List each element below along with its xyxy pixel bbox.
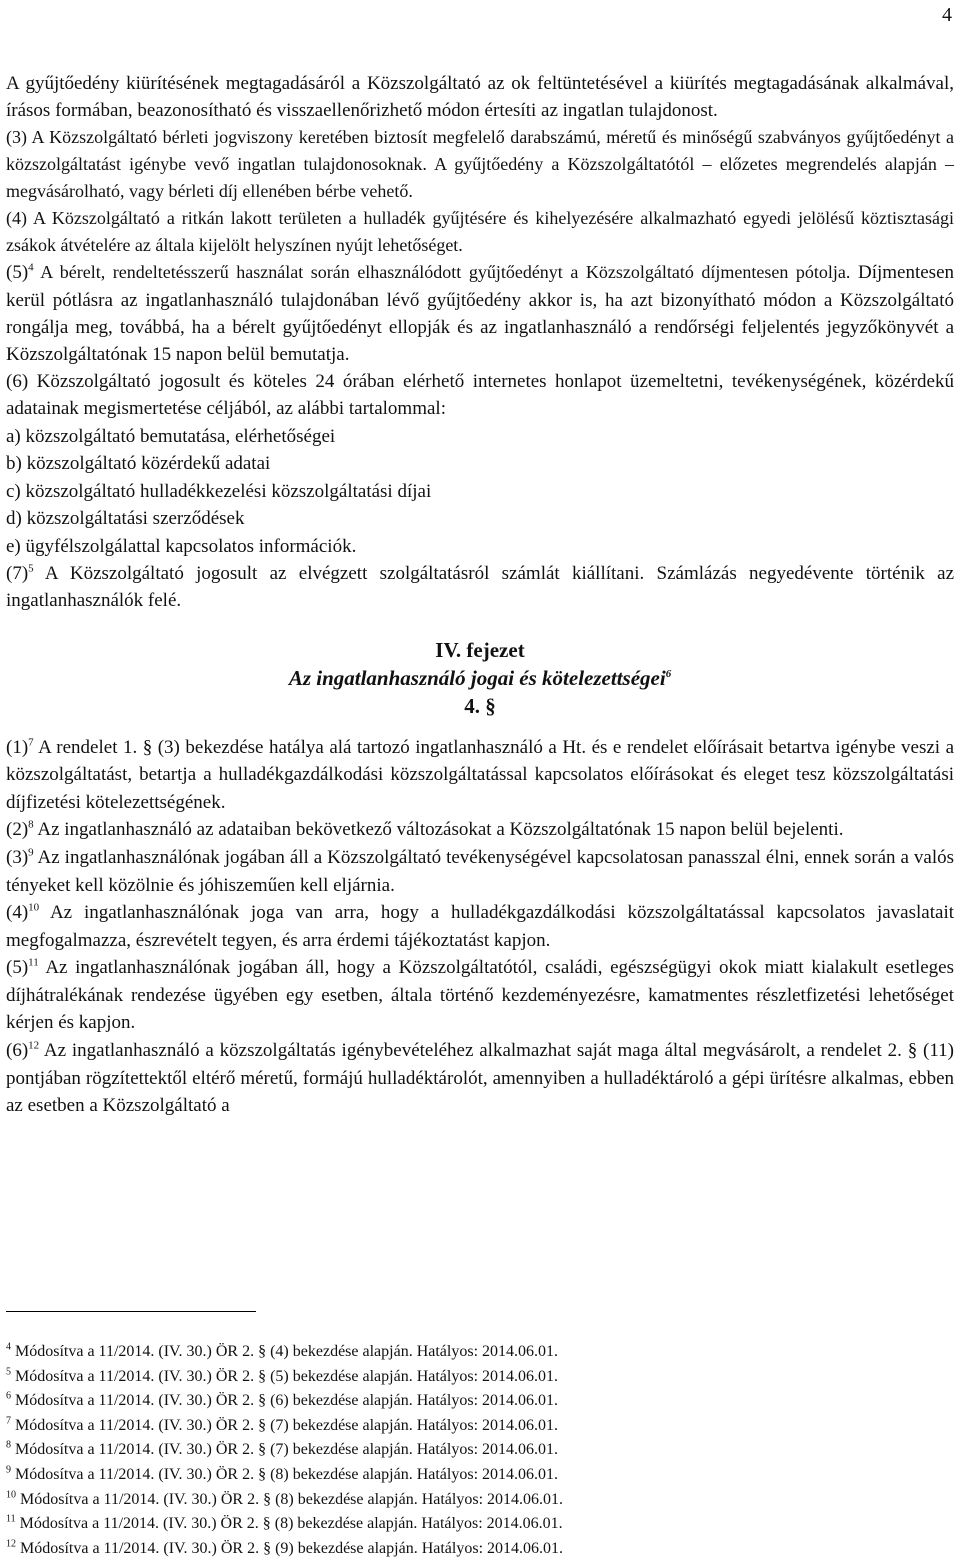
- footnote: [6, 1414, 906, 1439]
- paragraph-5-replacement: [6, 259, 954, 368]
- footnote: [6, 1389, 906, 1414]
- footnote-ref-6: 6: [665, 667, 672, 680]
- paragraph-5-text-b: Díjmentesen kerül pótlásra az ingatlanhasználó tulajdonában lévő gyűjtőedény akkor is, ha azt bizonyítható módon a Közszolgáltató rongálja meg, továbbá, ha a bérelt gyűjtőedényt ellopják és az ingatlanhasználó a rendőrségi feljelentés jegyzőkönyvét a Közszolgáltatónak 15 napon belül bemutatja.: [6, 262, 954, 366]
- list-item: d) közszolgáltatási szerződések: [6, 508, 245, 530]
- page-number: 4: [942, 4, 952, 26]
- list-item: a) közszolgáltató bemutatása, elérhetőségei: [6, 425, 336, 447]
- section-paragraph: [6, 899, 954, 954]
- footnote-number: 12: [6, 1538, 16, 1550]
- footnote-ref-9: 9: [28, 846, 34, 859]
- section-paragraph-prefix: (2): [6, 819, 29, 841]
- section-paragraph-text: A rendelet 1. § (3) bekezdése hatálya alá tartozó ingatlanhasználó a Ht. és e rendelet előírásait betartva igénybe veszi a közszolgáltatást, betartja a hulladékgazdálkodási közszolgáltatással kapcsolatos előírásokat és eleget tesz közszolgáltatási díjfizetési kötelezettségének.: [6, 736, 954, 813]
- chapter-heading: [6, 637, 954, 720]
- footnote: [6, 1537, 906, 1561]
- section-4-paragraphs: [6, 734, 954, 1120]
- paragraph-7-prefix: (7): [6, 563, 29, 585]
- footnote-text: Módosítva a 11/2014. (IV. 30.) ÖR 2. § (8) bekezdése alapján. Hatályos: 2014.06.01.: [16, 1490, 564, 1508]
- footnote: [6, 1365, 906, 1390]
- list-item: b) közszolgáltató közérdekű adatai: [6, 453, 271, 475]
- footnote-ref-12: 12: [28, 1039, 40, 1052]
- list-item: c) közszolgáltató hulladékkezelési közszolgáltatási díjai: [6, 480, 432, 502]
- footnote-text: Módosítva a 11/2014. (IV. 30.) ÖR 2. § (5) bekezdése alapján. Hatályos: 2014.06.01.: [11, 1367, 559, 1385]
- footnote-number: 6: [6, 1390, 11, 1402]
- footnote-text: Módosítva a 11/2014. (IV. 30.) ÖR 2. § (4) bekezdése alapján. Hatályos: 2014.06.01.: [11, 1343, 559, 1360]
- paragraph-5-text-a: A bérelt, rendeltetésszerű használat során elhasználódott gyűjtőedényt a Közszolgáltató díjmentesen pótolja.: [33, 262, 858, 283]
- paragraph-3-container-rental: (3) A Közszolgáltató bérleti jogviszony keretében biztosít megfelelő darabszámú, méretű és minőségű szabványos gyűjtőedényt a közszolgáltatást igénybe vevő ingatlan tulajdonosoknak. A gyűjtőedény a Közszolgáltatótól – előzetes megrendelés alapján – megvásárolható, vagy bérleti díj ellenében bérbe vehető.: [6, 127, 954, 202]
- footnotes: [6, 1340, 906, 1561]
- section-paragraph-prefix: (3): [6, 846, 29, 868]
- section-paragraph: [6, 816, 954, 844]
- section-paragraph-prefix: (4): [6, 902, 29, 924]
- section-paragraph: [6, 734, 954, 817]
- section-paragraph-prefix: (1): [6, 736, 29, 758]
- chapter-title: IV. fejezet: [435, 637, 525, 662]
- footnote-ref-11: 11: [28, 956, 39, 969]
- footnote-text: Módosítva a 11/2014. (IV. 30.) ÖR 2. § (7) bekezdése alapján. Hatályos: 2014.06.01.: [11, 1441, 559, 1459]
- footnote: [6, 1438, 906, 1463]
- footnote-number: 10: [6, 1489, 16, 1501]
- section-paragraph-prefix: (6): [6, 1040, 29, 1062]
- paragraph-4-sparse-areas: (4) A Közszolgáltató a ritkán lakott területen a hulladék gyűjtésére és kihelyezésére alkalmazható egyedi jelölésű köztisztasági zsákok átvételére az általa kijelölt helyszínen nyújt lehetőséget.: [6, 208, 954, 256]
- footnote: [6, 1488, 906, 1513]
- section-number: 4. §: [464, 693, 496, 718]
- footnote-ref-10: 10: [28, 901, 40, 914]
- footnote-text: Módosítva a 11/2014. (IV. 30.) ÖR 2. § (8) bekezdése alapján. Hatályos: 2014.06.01.: [11, 1465, 559, 1483]
- footnote-ref-7: 7: [28, 736, 34, 749]
- section-paragraph: [6, 1037, 954, 1120]
- section-paragraph-text: Az ingatlanhasználónak jogában áll a Közszolgáltató tevékenységével kapcsolatosan panasszal élni, ennek során a valós tényeket kell közölnie és jóhiszeműen kell eljárnia.: [6, 846, 954, 896]
- section-paragraph-text: Az ingatlanhasználónak joga van arra, hogy a hulladékgazdálkodási közszolgáltatással kapcsolatos javaslatait megfogalmazza, észrevételt tegyen, és arra érdemi tájékoztatást kapjon.: [6, 902, 954, 951]
- paragraph-7-invoicing: [6, 560, 954, 614]
- list-item: e) ügyfélszolgálattal kapcsolatos információk.: [6, 535, 357, 557]
- footnote: [6, 1463, 906, 1488]
- section-paragraph-text: Az ingatlanhasználónak jogában áll, hogy a Közszolgáltatótól, családi, egészségügyi okok miatt kialakult esetleges díjhátralékának rendezése ügyében egy esetben, általa történő kezdeményezésre, kamatmentes részletfizetési lehetőséget kérjen és kapjon.: [6, 957, 954, 1034]
- footnote-divider: [6, 1311, 256, 1312]
- footnote-number: 5: [6, 1366, 11, 1378]
- footnote-number: 9: [6, 1464, 11, 1476]
- paragraph-refusal-notice: A gyűjtőedény kiürítésének megtagadásáról a Közszolgáltató az ok feltüntetésével a kiürítés megtagadásának alkalmával, írásos formában, beazonosítható és visszaellenőrizhető módon értesíti az ingatlan tulajdonost.: [6, 73, 954, 122]
- paragraph-5-prefix: (5): [6, 262, 29, 284]
- section-paragraph-prefix: (5): [6, 957, 29, 979]
- footnote-number: 4: [6, 1341, 11, 1353]
- footnote-number: 8: [6, 1440, 11, 1452]
- section-paragraph-text: Az ingatlanhasználó az adataiban bekövetkező változásokat a Közszolgáltatónak 15 napon belül bejelenti.: [33, 819, 844, 841]
- footnote: [6, 1512, 906, 1537]
- footnote-number: 7: [6, 1415, 11, 1427]
- section-paragraph: [6, 844, 954, 899]
- footnote-text: Módosítva a 11/2014. (IV. 30.) ÖR 2. § (7) bekezdése alapján. Hatályos: 2014.06.01.: [11, 1416, 559, 1434]
- section-paragraph-text: Az ingatlanhasználó a közszolgáltatás igénybevételéhez alkalmazhat saját maga által megvásárolt, a rendelet 2. § (11) pontjában rögzítettektől eltérő méretű, formájú hulladéktárolót, amennyiben a hulladéktároló a gépi ürítésre alkalmas, ebben az esetben a Közszolgáltató a: [6, 1040, 954, 1117]
- footnote-ref-5: 5: [28, 562, 34, 575]
- footnote-text: Módosítva a 11/2014. (IV. 30.) ÖR 2. § (9) bekezdése alapján. Hatályos: 2014.06.01.: [16, 1539, 564, 1557]
- footnote-number: 11: [6, 1513, 16, 1525]
- paragraph-7-text: A Közszolgáltató jogosult az elvégzett szolgáltatásról számlát kiállítani. Számlázás negyedévente történik az ingatlanhasználók felé.: [6, 563, 954, 612]
- chapter-subtitle: [6, 664, 954, 692]
- website-content-list: [6, 423, 954, 561]
- footnote: [6, 1340, 906, 1365]
- footnote-text: Módosítva a 11/2014. (IV. 30.) ÖR 2. § (8) bekezdése alapján. Hatályos: 2014.06.01.: [15, 1515, 563, 1533]
- section-paragraph: [6, 954, 954, 1037]
- paragraph-6-website: (6) Közszolgáltató jogosult és köteles 24 órában elérhető internetes honlapot üzemeltetni, tevékenységének, közérdekű adatainak megismertetése céljából, az alábbi tartalommal:: [6, 371, 954, 420]
- footnote-ref-4: 4: [28, 262, 34, 275]
- footnote-text: Módosítva a 11/2014. (IV. 30.) ÖR 2. § (6) bekezdése alapján. Hatályos: 2014.06.01.: [11, 1392, 559, 1410]
- footnote-ref-8: 8: [28, 818, 34, 831]
- document-body: [6, 70, 954, 1120]
- chapter-subtitle-text: Az ingatlanhasználó jogai és kötelezettségei: [288, 665, 666, 690]
